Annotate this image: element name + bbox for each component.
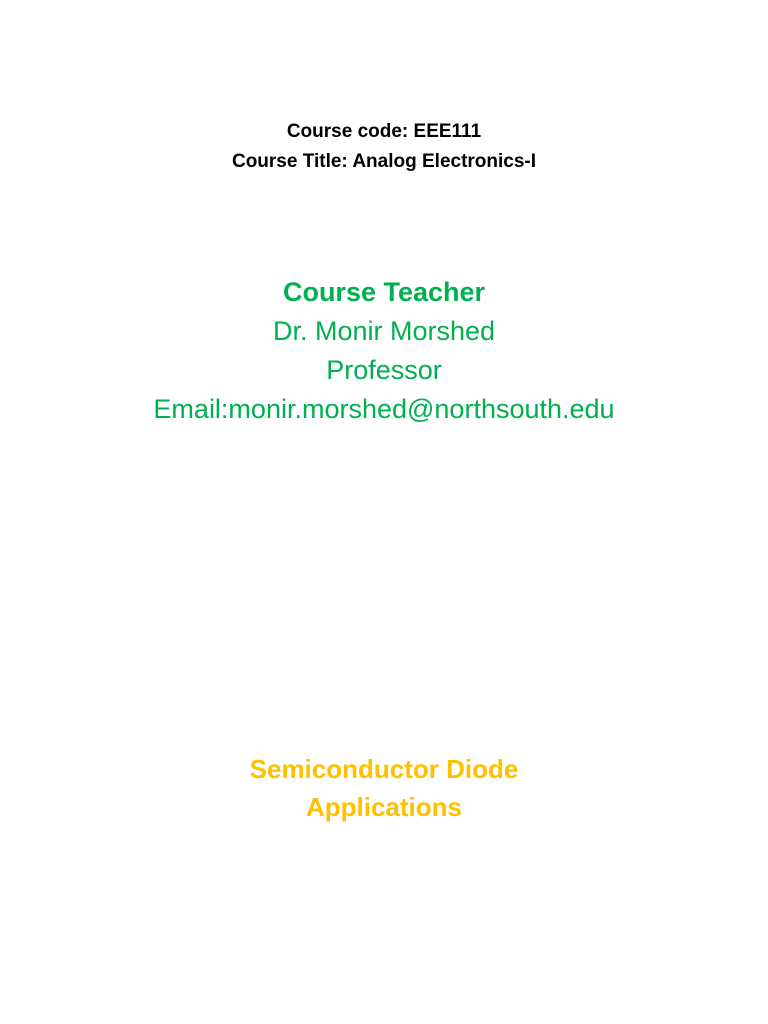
- teacher-email: Email:monir.morshed@northsouth.edu: [153, 394, 615, 424]
- teacher-heading: Course Teacher: [282, 277, 486, 307]
- topic-line-2: Applications: [305, 792, 462, 822]
- teacher-name: Dr. Monir Morshed: [272, 316, 496, 346]
- course-title: Course Title: Analog Electronics-I: [231, 151, 537, 172]
- topic-title: [0, 750, 768, 826]
- course-info: [0, 117, 768, 177]
- teacher-designation: Professor: [326, 355, 442, 385]
- teacher-info: [0, 273, 768, 429]
- course-code: Course code: EEE111: [286, 121, 482, 142]
- topic-line-1: Semiconductor Diode: [249, 754, 519, 784]
